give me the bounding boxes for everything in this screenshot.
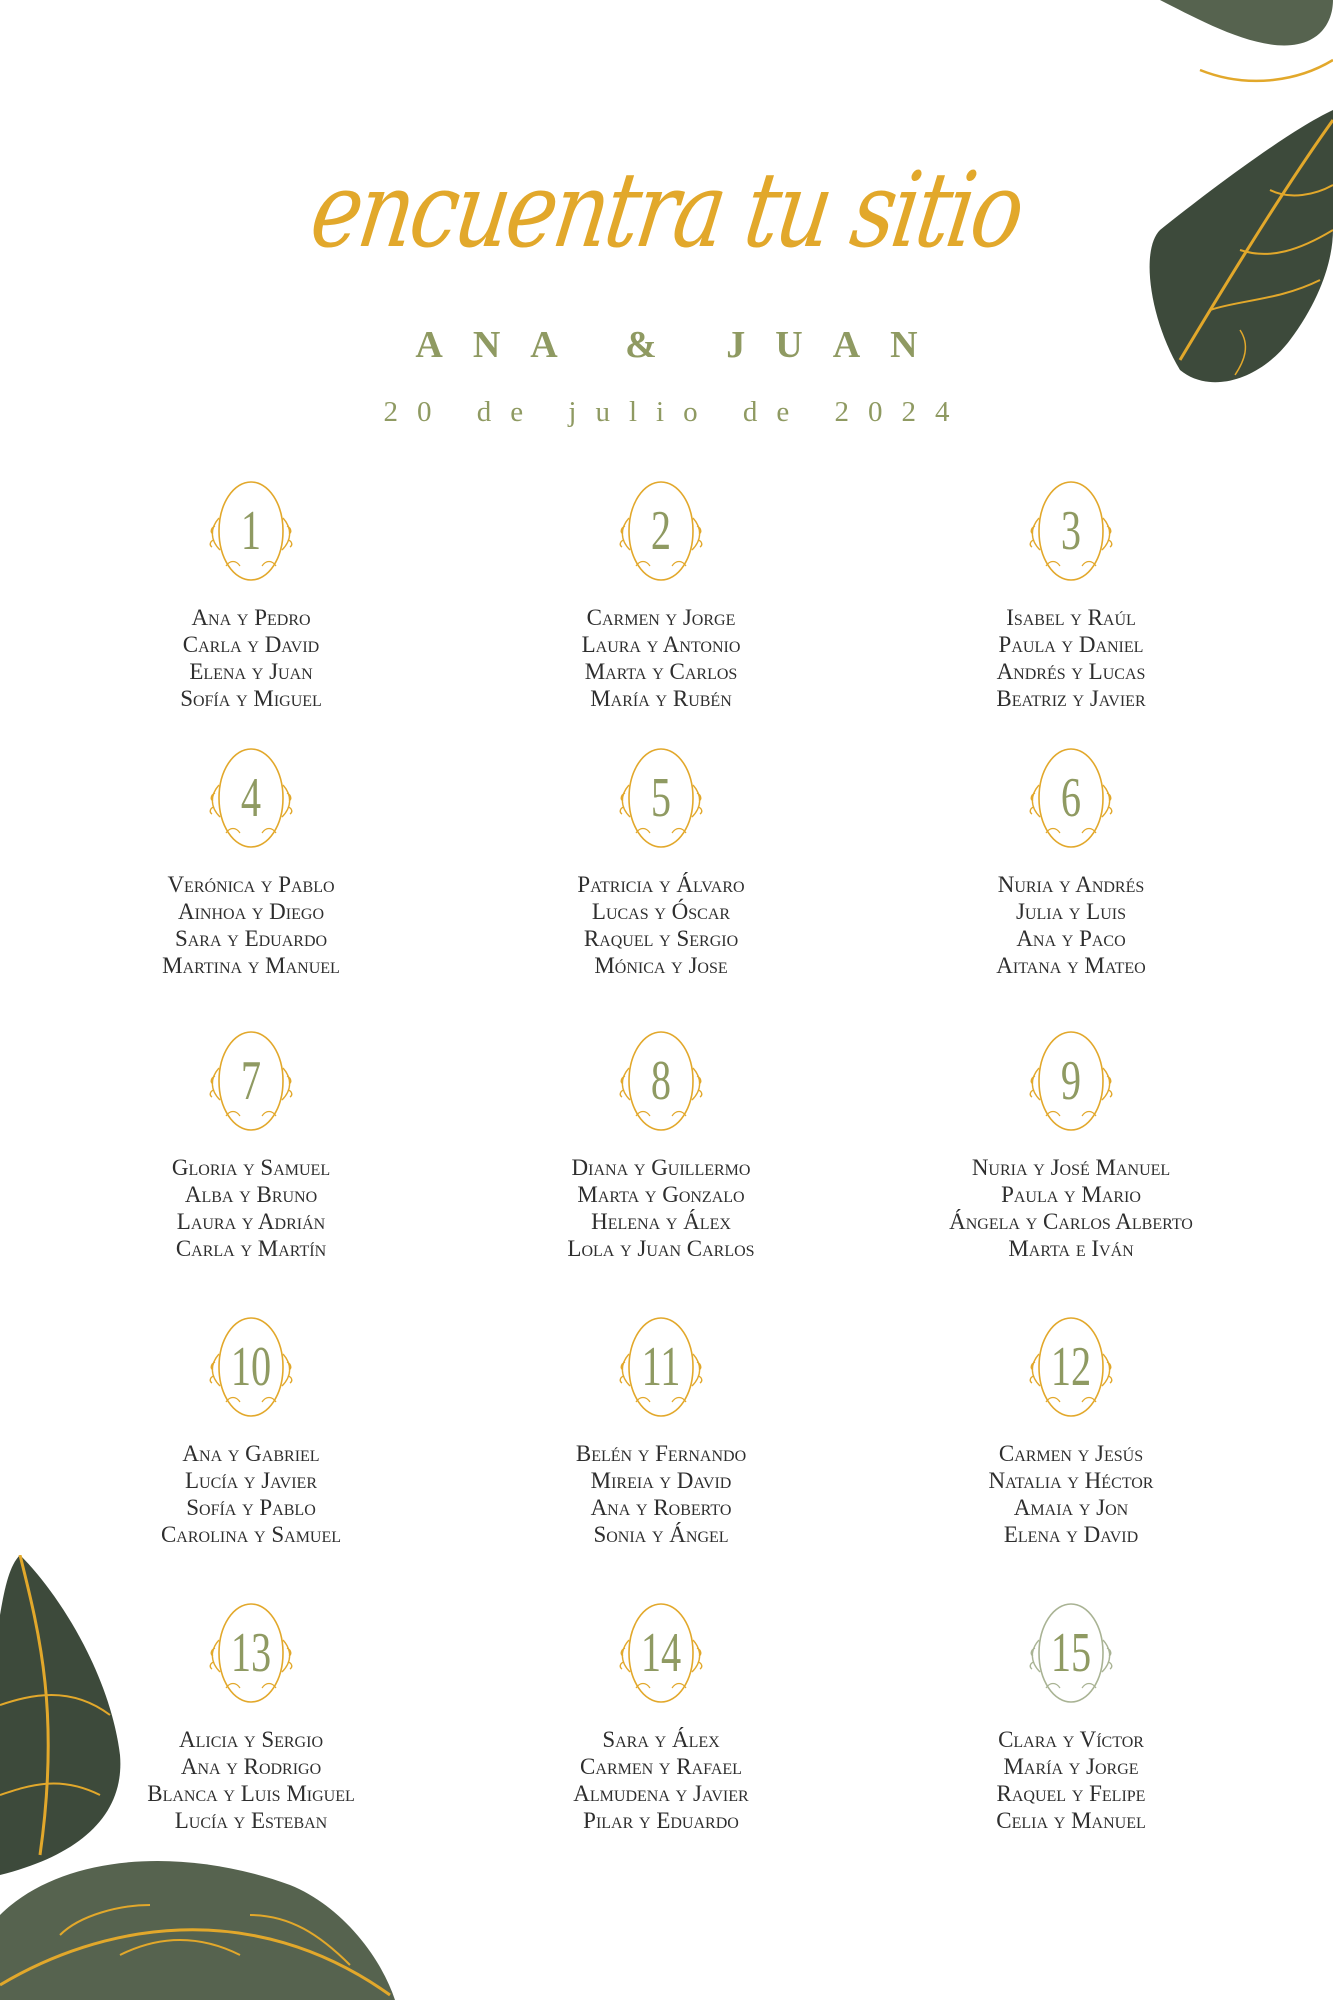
guest-couple: Elena y David <box>1003 1522 1139 1547</box>
guest-couple: Verónica y Pablo <box>167 872 335 897</box>
guest-couple: Blanca y Luis Miguel <box>147 1781 355 1806</box>
table-number: 6 <box>1060 767 1082 829</box>
guest-couple: María y Rubén <box>590 686 732 711</box>
guest-couple: Carla y David <box>182 632 320 657</box>
guest-couple: Sofía y Miguel <box>180 686 322 711</box>
guest-couple: Laura y Adrián <box>176 1209 326 1234</box>
table-number: 9 <box>1060 1050 1082 1112</box>
guest-couple: Isabel y Raúl <box>1006 605 1136 630</box>
guest-couple: Nuria y Andrés <box>997 872 1145 897</box>
table-number: 15 <box>1050 1622 1092 1684</box>
guest-couple: Celia y Manuel <box>996 1808 1146 1833</box>
guest-couple: Ainhoa y Diego <box>177 899 325 924</box>
table-number: 4 <box>240 767 262 829</box>
table-number-badge <box>616 745 706 851</box>
guest-couple: Ángela y Carlos Alberto <box>949 1209 1193 1234</box>
guest-list <box>71 1726 431 1834</box>
table-number-badge <box>1026 478 1116 584</box>
table-number-badge <box>1026 1028 1116 1134</box>
guest-couple: Lola y Juan Carlos <box>567 1236 755 1261</box>
table-number-badge <box>206 745 296 851</box>
table-group <box>481 745 841 979</box>
guest-list <box>891 604 1251 712</box>
table-number: 8 <box>650 1050 672 1112</box>
guest-couple: Carmen y Jesús <box>998 1441 1144 1466</box>
guest-couple: Patricia y Álvaro <box>577 872 745 897</box>
guest-couple: Raquel y Sergio <box>583 926 739 951</box>
page-title: encuentra tu sitio <box>303 149 1030 271</box>
guest-list <box>481 604 841 712</box>
table-number: 5 <box>650 767 672 829</box>
guest-couple: Ana y Gabriel <box>182 1441 320 1466</box>
guest-couple: Carmen y Jorge <box>586 605 736 630</box>
guest-list <box>71 871 431 979</box>
guest-couple: Paula y Mario <box>1001 1182 1141 1207</box>
guest-couple: Ana y Roberto <box>590 1495 732 1520</box>
guest-couple: Belén y Fernando <box>575 1441 747 1466</box>
guest-list <box>891 1726 1251 1834</box>
guest-couple: Andrés y Lucas <box>996 659 1146 684</box>
table-group <box>891 1314 1251 1548</box>
guest-couple: Elena y Juan <box>189 659 313 684</box>
table-number: 14 <box>640 1622 682 1684</box>
guest-couple: Carmen y Rafael <box>580 1754 742 1779</box>
table-number: 7 <box>240 1050 262 1112</box>
guest-couple: Lucas y Óscar <box>591 899 731 924</box>
table-group <box>71 1314 431 1548</box>
table-number-badge <box>206 1028 296 1134</box>
table-number-badge <box>616 1600 706 1706</box>
guest-couple: Ana y Pedro <box>191 605 311 630</box>
guest-couple: Aitana y Mateo <box>996 953 1146 978</box>
guest-couple: Sara y Eduardo <box>174 926 328 951</box>
table-number-badge <box>206 1600 296 1706</box>
table-group <box>891 745 1251 979</box>
guest-couple: Alba y Bruno <box>184 1182 318 1207</box>
table-number-badge <box>1026 1600 1116 1706</box>
guest-couple: Natalia y Héctor <box>988 1468 1154 1493</box>
guest-couple: Diana y Guillermo <box>571 1155 751 1180</box>
guest-couple: Laura y Antonio <box>581 632 741 657</box>
guest-couple: Raquel y Felipe <box>996 1781 1146 1806</box>
guest-list <box>481 871 841 979</box>
table-group <box>891 478 1251 712</box>
guest-couple: Amaia y Jon <box>1013 1495 1129 1520</box>
table-number-badge <box>616 478 706 584</box>
guest-couple: Lucía y Esteban <box>174 1808 328 1833</box>
table-group <box>481 1028 841 1262</box>
guest-couple: Ana y Paco <box>1016 926 1126 951</box>
guest-couple: Alicia y Sergio <box>179 1727 323 1752</box>
guest-couple: Sonia y Ángel <box>593 1522 729 1547</box>
guest-couple: Almudena y Javier <box>573 1781 749 1806</box>
guest-list <box>481 1440 841 1548</box>
table-number: 3 <box>1060 500 1082 562</box>
guest-couple: Beatriz y Javier <box>996 686 1146 711</box>
guest-couple: Helena y Álex <box>591 1209 731 1234</box>
guest-couple: Sofía y Pablo <box>186 1495 316 1520</box>
table-number: 10 <box>230 1336 272 1398</box>
table-number-badge <box>616 1314 706 1420</box>
guest-couple: Paula y Daniel <box>998 632 1144 657</box>
guest-list <box>891 1154 1251 1262</box>
guest-couple: María y Jorge <box>1003 1754 1139 1779</box>
table-group <box>71 1600 431 1834</box>
table-number: 12 <box>1050 1336 1092 1398</box>
table-number: 13 <box>230 1622 272 1684</box>
guest-couple: Mireia y David <box>590 1468 732 1493</box>
guest-list <box>891 1440 1251 1548</box>
guest-list <box>891 871 1251 979</box>
guest-couple: Marta y Carlos <box>584 659 738 684</box>
table-group <box>71 745 431 979</box>
table-group <box>891 1600 1251 1834</box>
guest-couple: Gloria y Samuel <box>171 1155 331 1180</box>
table-number-badge <box>206 478 296 584</box>
table-number-badge <box>616 1028 706 1134</box>
guest-couple: Clara y Víctor <box>998 1727 1144 1752</box>
table-number-badge <box>1026 1314 1116 1420</box>
guest-couple: Carolina y Samuel <box>160 1522 342 1547</box>
table-number: 11 <box>641 1336 681 1398</box>
guest-couple: Martina y Manuel <box>162 953 340 978</box>
guest-couple: Carla y Martín <box>175 1236 327 1261</box>
table-number: 2 <box>650 500 672 562</box>
table-group <box>481 478 841 712</box>
guest-couple: Ana y Rodrigo <box>180 1754 322 1779</box>
guest-couple: Marta y Gonzalo <box>577 1182 745 1207</box>
table-group <box>481 1600 841 1834</box>
guest-list <box>71 1154 431 1262</box>
table-number-badge <box>206 1314 296 1420</box>
table-group <box>71 1028 431 1262</box>
guest-couple: Nuria y José Manuel <box>971 1155 1171 1180</box>
guest-couple: Lucía y Javier <box>185 1468 317 1493</box>
table-group <box>481 1314 841 1548</box>
couple-names: ANA & JUAN <box>415 324 948 366</box>
table-number-badge <box>1026 745 1116 851</box>
guest-couple: Mónica y Jose <box>594 953 728 978</box>
guest-couple: Pilar y Eduardo <box>583 1808 739 1833</box>
guest-list <box>71 604 431 712</box>
guest-list <box>71 1440 431 1548</box>
table-group <box>891 1028 1251 1262</box>
guest-couple: Sara y Álex <box>602 1727 720 1752</box>
wedding-date: 20 de julio de 2024 <box>383 396 969 428</box>
table-group <box>71 478 431 712</box>
guest-list <box>481 1726 841 1834</box>
table-number: 1 <box>240 500 262 562</box>
guest-list <box>481 1154 841 1262</box>
guest-couple: Julia y Luis <box>1015 899 1127 924</box>
guest-couple: Marta e Iván <box>1008 1236 1134 1261</box>
